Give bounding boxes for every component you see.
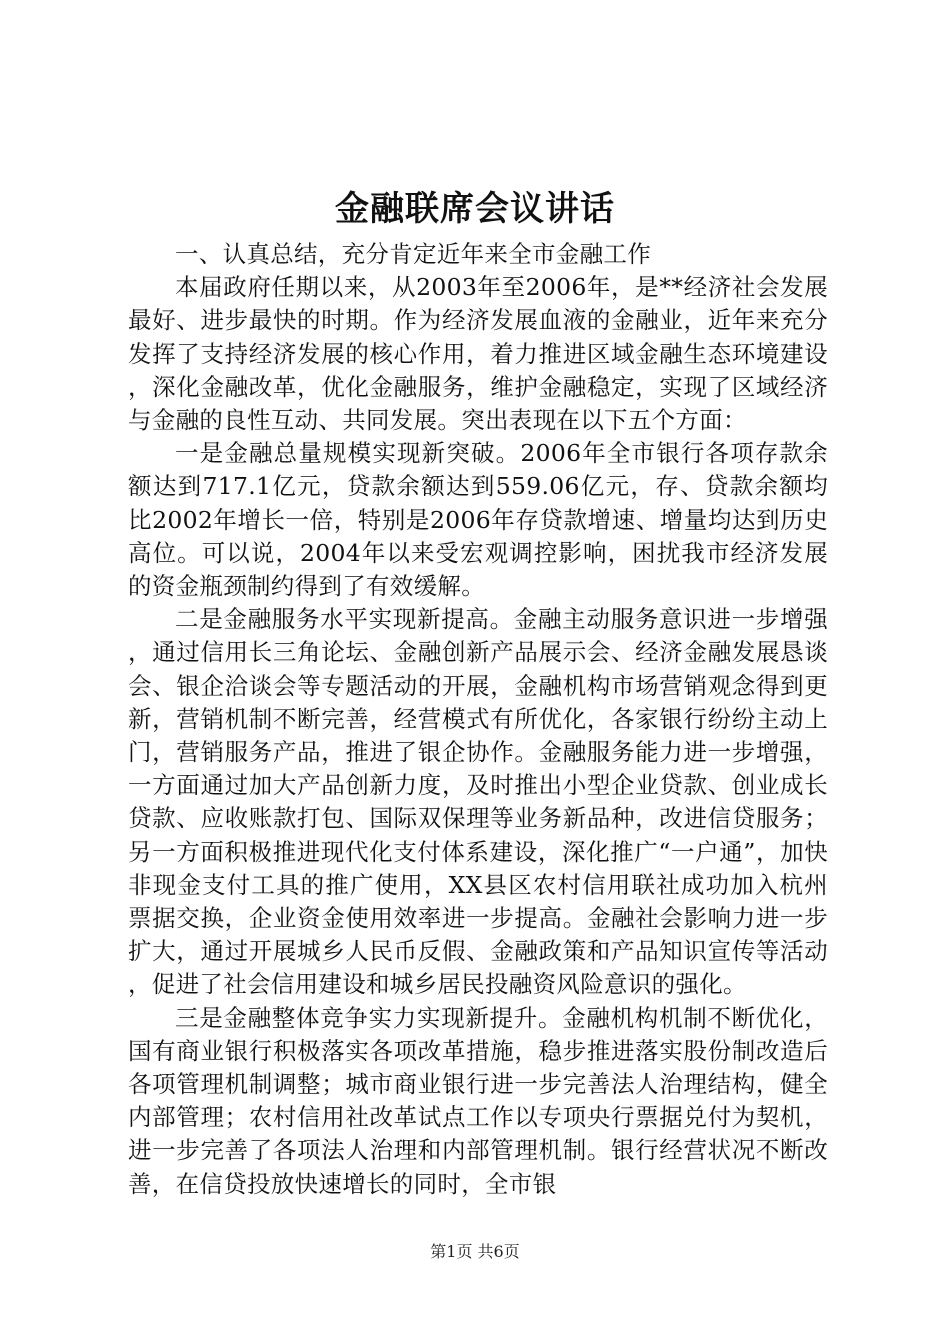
paragraph-point-two: 二是金融服务水平实现新提高。金融主动服务意识进一步增强，通过信用长三角论坛、金融创新产品展示会、经济金融发展恳谈会、银企洽谈会等专题活动的开展，金融机构市场营销观念得到更新，营销机制不断完善，经营模式有所优化，各家银行纷纷主动上门，营销服务产品，推进了银企协作。金融服务能力进一步增强，一方面通过加大产品创新力度，及时推出小型企业贷款、创业成长贷款、应收账款打包、国际双保理等业务新品种，改进信贷服务；另一方面积极推进现代化支付体系建设，深化推广“一户通”，加快非现金支付工具的推广使用，XX县区农村信用联社成功加入杭州票据交换，企业资金使用效率进一步提高。金融社会影响力进一步扩大，通过开展城乡人民币反假、金融政策和产品知识宣传等活动，促进了社会信用建设和城乡居民投融资风险意识的强化。 (128, 605, 828, 999)
page-number-footer: 第1页 共6页 (430, 1242, 520, 1261)
document-body (128, 238, 828, 1201)
document-title: 金融联席会议讲话 (335, 189, 615, 229)
paragraph-intro: 本届政府任期以来，从2003年至2006年，是**经济社会发展最好、进步最快的时期。作为经济发展血液的金融业，近年来充分发挥了支持经济发展的核心作用，着力推进区域金融生态环境建设，深化金融改革，优化金融服务，维护金融稳定，实现了区域经济与金融的良性互动、共同发展。突出表现在以下五个方面： (128, 273, 828, 435)
paragraph-point-three: 三是金融整体竞争实力实现新提升。金融机构机制不断优化，国有商业银行积极落实各项改革措施，稳步推进落实股份制改造后各项管理机制调整；城市商业银行进一步完善法人治理结构，健全内部管理；农村信用社改革试点工作以专项央行票据兑付为契机，进一步完善了各项法人治理和内部管理机制。银行经营状况不断改善，在信贷投放快速增长的同时，全市银 (128, 1003, 828, 1198)
paragraph-point-one: 一是金融总量规模实现新突破。2006年全市银行各项存款余额达到717.1亿元，贷款余额达到559.06亿元，存、贷款余额均比2002年增长一倍，特别是2006年存贷款增速、增量均达到历史高位。可以说，2004年以来受宏观调控影响，困扰我市经济发展的资金瓶颈制约得到了有效缓解。 (128, 439, 828, 601)
section-heading: 一、认真总结，充分肯定近年来全市金融工作 (175, 240, 651, 268)
